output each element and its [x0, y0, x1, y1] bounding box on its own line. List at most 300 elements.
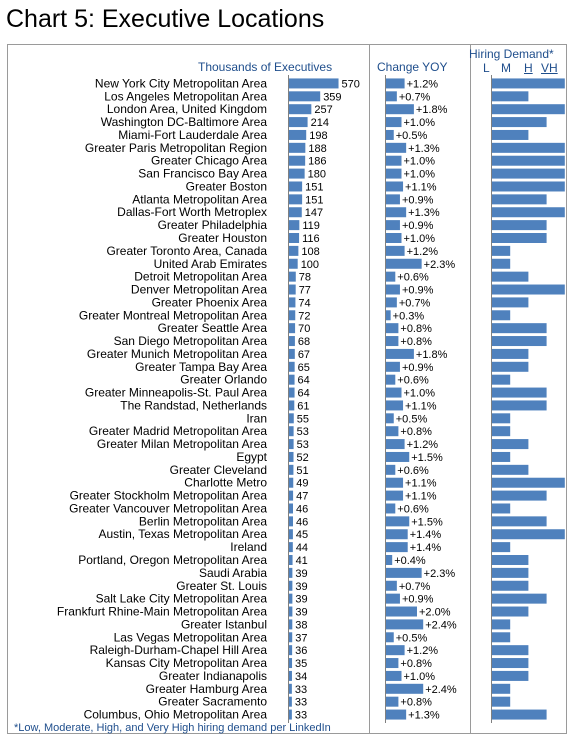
executives-value: 64: [297, 387, 310, 400]
footnote: *Low, Moderate, High, and Very High hiring demand per LinkedIn: [14, 722, 331, 734]
executives-bar: [289, 478, 293, 488]
hiring-demand-bar: [492, 78, 565, 88]
change-bar: [386, 297, 397, 307]
category-label: Iran: [246, 411, 267, 426]
change-value: +1.1%: [405, 400, 437, 413]
executives-value: 570: [341, 78, 360, 91]
change-value: +0.8%: [400, 426, 432, 439]
change-bar: [386, 594, 400, 604]
hiring-demand-bar: [492, 439, 528, 449]
hiring-demand-bar: [492, 413, 510, 423]
executives-value: 36: [295, 645, 308, 658]
executives-value: 44: [295, 542, 309, 555]
change-value: +0.3%: [392, 310, 425, 323]
hiring-demand-bar: [492, 491, 547, 501]
executives-value: 64: [297, 374, 310, 387]
change-value: +1.4%: [409, 529, 442, 542]
executives-bar: [289, 246, 298, 256]
executives-bar: [289, 594, 292, 604]
category-label: Raleigh-Durham-Chapel Hill Area: [89, 643, 267, 658]
category-label: Columbus, Ohio Metropolitan Area: [83, 707, 267, 722]
hiring-demand-bar: [492, 259, 510, 269]
executives-bar: [289, 439, 294, 449]
hiring-demand-bar: [492, 671, 528, 681]
change-value: +2.3%: [423, 567, 456, 580]
change-bar: [386, 194, 400, 204]
executives-bar: [289, 671, 292, 681]
change-bar: [386, 388, 402, 398]
category-label: Frankfurt Rhine-Main Metropolitan Area: [56, 604, 267, 619]
change-value: +1.3%: [408, 207, 440, 220]
executives-bar: [289, 130, 306, 140]
category-label: Ireland: [230, 540, 267, 555]
change-value: +0.9%: [401, 220, 434, 233]
executives-bar: [289, 323, 295, 333]
hiring-demand-bar: [492, 581, 528, 591]
category-label: Greater Sacramento: [158, 694, 267, 709]
executives-value: 47: [296, 490, 309, 503]
executives-bar: [289, 465, 293, 475]
executives-value: 151: [305, 194, 324, 207]
category-label: Greater Hamburg Area: [145, 681, 267, 696]
category-label: Greater Orlando: [180, 372, 267, 387]
change-bar: [386, 104, 414, 114]
change-value: +0.9%: [401, 284, 434, 297]
hiring-demand-bar: [492, 156, 565, 166]
change-bar: [386, 684, 423, 694]
executives-value: 100: [300, 258, 320, 271]
executives-value: 51: [296, 464, 309, 477]
category-label: United Arab Emirates: [153, 256, 267, 271]
change-bar: [386, 156, 402, 166]
hiring-demand-bar: [492, 594, 547, 604]
change-value: +1.5%: [411, 451, 443, 464]
category-label: Detroit Metropolitan Area: [134, 269, 267, 284]
category-label: Greater Toronto Area, Canada: [106, 243, 267, 258]
category-label: Greater Madrid Metropolitan Area: [88, 424, 267, 439]
hiring-demand-bar: [492, 465, 528, 475]
change-value: +1.8%: [415, 348, 448, 361]
demand-level-m: M: [501, 61, 511, 75]
hiring-demand-bar: [492, 349, 528, 359]
executives-bar: [289, 491, 293, 501]
change-bar: [386, 117, 402, 127]
change-bar: [386, 542, 408, 552]
change-bar: [386, 130, 394, 140]
hiring-demand-bar: [492, 104, 565, 114]
hiring-demand-bar: [492, 516, 547, 526]
change-bar: [386, 336, 398, 346]
executives-value: 55: [296, 413, 310, 426]
executives-header: Thousands of Executives: [198, 60, 333, 74]
executives-bar: [289, 336, 295, 346]
category-label: New York City Metropolitan Area: [94, 76, 267, 91]
executives-bar: [289, 78, 339, 88]
change-value: +0.8%: [400, 336, 432, 349]
hiring-demand-bar: [492, 207, 565, 217]
change-bar: [386, 697, 398, 707]
change-value: +0.6%: [397, 503, 429, 516]
executives-bar: [289, 169, 305, 179]
category-label: Greater Phoenix Area: [151, 295, 267, 310]
category-label: Greater Chicago Area: [150, 153, 267, 168]
executives-bar: [289, 143, 305, 153]
change-bar: [386, 272, 395, 282]
executives-value: 37: [295, 632, 308, 645]
executives-value: 45: [295, 529, 309, 542]
executives-bar: [289, 632, 292, 642]
executives-value: 214: [310, 117, 329, 130]
executives-bar: [289, 194, 302, 204]
executives-bar: [289, 297, 295, 307]
executives-value: 49: [296, 477, 309, 490]
hiring-demand-bar: [492, 272, 528, 282]
executives-value: 180: [307, 168, 327, 181]
category-label: Greater Boston: [185, 179, 267, 194]
executives-bar: [289, 117, 308, 127]
category-label: Saudi Arabia: [198, 565, 267, 580]
hiring-demand-bar: [492, 388, 547, 398]
change-value: +1.0%: [403, 168, 435, 181]
executives-bar: [289, 503, 293, 513]
change-value: +0.4%: [394, 555, 426, 567]
change-bar: [386, 645, 405, 655]
change-value: +1.8%: [415, 104, 448, 117]
executives-bar: [289, 349, 295, 359]
change-bar: [386, 619, 423, 629]
category-label: Berlin Metropolitan Area: [138, 514, 267, 529]
change-bar: [386, 169, 402, 179]
executives-value: 78: [298, 271, 312, 284]
change-value: +0.7%: [398, 297, 431, 310]
change-bar: [386, 143, 406, 153]
executives-value: 39: [295, 606, 308, 619]
category-label: Greater Montreal Metropolitan Area: [78, 308, 267, 323]
hiring-demand-bar: [492, 684, 510, 694]
executives-bar: [289, 529, 293, 539]
executives-value: 67: [297, 348, 311, 361]
change-bar: [386, 478, 403, 488]
executives-value: 108: [301, 245, 320, 258]
change-value: +0.7%: [398, 91, 431, 104]
change-value: +0.6%: [397, 374, 429, 387]
change-bar: [386, 220, 400, 230]
executives-value: 33: [294, 696, 308, 709]
executives-value: 68: [297, 336, 311, 349]
executives-value: 70: [298, 323, 311, 336]
hiring-demand-bar: [492, 400, 547, 410]
hiring-demand-bar: [492, 194, 547, 204]
change-value: +1.3%: [408, 142, 440, 155]
change-bar: [386, 516, 409, 526]
executives-value: 38: [295, 619, 308, 632]
executives-bar: [289, 285, 296, 295]
category-label: Greater Stockholm Metropolitan Area: [69, 488, 267, 503]
category-label: Los Angeles Metropolitan Area: [104, 89, 267, 104]
change-value: +0.5%: [395, 632, 428, 645]
hiring-demand-bar: [492, 632, 510, 642]
executives-value: 147: [304, 207, 324, 220]
executives-value: 46: [295, 516, 309, 529]
demand-level-h: H: [524, 61, 533, 75]
change-value: +0.5%: [395, 129, 428, 142]
executives-bar: [289, 181, 302, 191]
hiring-demand-bar: [492, 285, 565, 295]
executives-bar: [289, 697, 292, 707]
change-bar: [386, 581, 397, 591]
change-value: +1.3%: [408, 709, 440, 722]
category-label: Atlanta Metropolitan Area: [132, 192, 267, 207]
category-label: Washington DC-Baltimore Area: [100, 115, 267, 130]
category-label: London Area, United Kingdom: [106, 102, 267, 117]
executives-value: 186: [308, 155, 327, 168]
hiring-demand-bar: [492, 91, 528, 101]
change-bar: [386, 529, 408, 539]
change-bar: [386, 452, 409, 462]
category-label: San Francisco Bay Area: [138, 166, 267, 181]
change-value: +1.1%: [405, 477, 437, 490]
demand-level-vh: VH: [541, 61, 558, 75]
category-label: Las Vegas Metropolitan Area: [113, 630, 267, 645]
change-value: +2.4%: [425, 619, 457, 632]
category-label: Greater Vancouver Metropolitan Area: [69, 501, 267, 516]
executives-value: 151: [305, 181, 324, 194]
executives-value: 359: [323, 91, 342, 104]
change-bar: [386, 710, 406, 720]
category-label: Greater Houston: [178, 231, 267, 245]
executives-bar: [289, 375, 295, 385]
hiring-demand-bar: [492, 452, 510, 462]
change-value: +1.5%: [411, 516, 443, 529]
executives-value: 116: [302, 233, 320, 245]
change-bar: [386, 181, 403, 191]
executives-bar: [289, 413, 294, 423]
executives-bar: [289, 156, 305, 166]
category-label: Greater Munich Metropolitan Area: [86, 346, 267, 361]
hiring-demand-bar: [492, 658, 528, 668]
executives-bar: [289, 233, 299, 243]
executives-bar: [289, 684, 292, 694]
category-label: San Diego Metropolitan Area: [113, 334, 267, 349]
change-value: +1.2%: [406, 645, 439, 658]
change-value: +2.4%: [425, 683, 457, 696]
hiring-demand-bar: [492, 478, 565, 488]
change-value: +1.0%: [403, 233, 435, 245]
executives-value: 34: [294, 670, 308, 683]
category-label: Greater Philadelphia: [157, 218, 267, 233]
category-label: Greater Cleveland: [169, 462, 267, 477]
executives-bar: [289, 581, 292, 591]
change-value: +1.0%: [403, 670, 435, 683]
change-value: +1.0%: [403, 117, 435, 130]
executives-bar: [289, 104, 311, 114]
hiring-demand-bar: [492, 143, 565, 153]
change-bar: [386, 259, 422, 269]
category-label: Greater Minneapolis-St. Paul Area: [84, 385, 267, 400]
hiring-demand-bar: [492, 555, 528, 565]
hiring-demand-bar: [492, 181, 565, 191]
hiring-demand-bar: [492, 568, 528, 578]
hiring-demand-bar: [492, 503, 510, 513]
executives-bar: [289, 272, 296, 282]
hiring-demand-bar: [492, 336, 547, 346]
executives-bar: [289, 426, 294, 436]
category-label: Greater Seattle Area: [157, 321, 267, 336]
change-bar: [386, 658, 398, 668]
category-label: Denver Metropolitan Area: [130, 282, 267, 297]
executives-value: 65: [297, 361, 310, 374]
hiring-demand-bar: [492, 323, 547, 333]
executives-value: 74: [298, 297, 311, 310]
executives-bar: [289, 619, 292, 629]
executives-bar: [289, 310, 295, 320]
hiring-demand-bar: [492, 117, 547, 127]
executives-bar: [289, 91, 320, 101]
executives-bar: [289, 207, 302, 217]
hiring-demand-bar: [492, 130, 528, 140]
hiring-demand-bar: [492, 529, 565, 539]
executives-bar: [289, 220, 299, 230]
change-value: +1.1%: [405, 181, 437, 194]
category-label: Salt Lake City Metropolitan Area: [95, 591, 267, 606]
hiring-demand-bar: [492, 233, 547, 243]
change-bar: [386, 233, 402, 243]
change-bar: [386, 439, 405, 449]
executives-value: 61: [297, 400, 310, 413]
change-bar: [386, 426, 398, 436]
change-bar: [386, 323, 398, 333]
change-value: +1.2%: [406, 245, 439, 258]
hiring-demand-bar: [492, 645, 528, 655]
category-label: Charlotte Metro: [184, 475, 267, 490]
category-label: Kansas City Metropolitan Area: [105, 656, 267, 671]
change-bar: [386, 78, 405, 88]
category-label: The Randstad, Netherlands: [120, 398, 267, 413]
change-value: +0.6%: [397, 271, 429, 284]
executives-bar: [289, 710, 292, 720]
change-bar: [386, 400, 403, 410]
executives-bar: [289, 400, 294, 410]
executives-value: 77: [298, 284, 311, 297]
hiring-demand-bar: [492, 697, 510, 707]
executives-bar: [289, 607, 292, 617]
executives-bar: [289, 516, 293, 526]
demand-level-l: L: [483, 61, 490, 75]
hiring-demand-bar: [492, 169, 565, 179]
change-value: +1.0%: [403, 387, 435, 400]
change-value: +0.8%: [400, 696, 432, 709]
executives-bar: [289, 645, 292, 655]
hiring-demand-bar: [492, 310, 510, 320]
executives-value: 33: [294, 683, 308, 696]
change-bar: [386, 285, 400, 295]
executives-value: 39: [295, 580, 308, 593]
executives-value: 35: [295, 658, 308, 671]
change-value: +0.9%: [401, 593, 434, 606]
change-bar: [386, 555, 392, 565]
change-bar: [386, 503, 395, 513]
change-value: +1.1%: [405, 490, 437, 503]
hiring-demand-bar: [492, 246, 510, 256]
executives-value: 52: [296, 451, 309, 464]
category-label: Greater Paris Metropolitan Region: [84, 140, 267, 155]
executives-value: 39: [295, 593, 308, 606]
change-bar: [386, 310, 391, 320]
change-value: +1.2%: [406, 439, 439, 452]
category-label: Egypt: [236, 449, 267, 464]
change-bar: [386, 568, 422, 578]
change-bar: [386, 632, 394, 642]
change-bar: [386, 349, 414, 359]
change-value: +0.9%: [401, 361, 434, 374]
category-label: Dallas-Fort Worth Metroplex: [117, 205, 267, 220]
hiring-demand-bar: [492, 542, 510, 552]
hiring-demand-bar: [492, 297, 528, 307]
executives-value: 257: [314, 104, 333, 117]
executives-bar: [289, 362, 295, 372]
change-bar: [386, 491, 403, 501]
executives-bar: [289, 452, 294, 462]
executives-value: 72: [298, 310, 311, 323]
hiring-demand-bar: [492, 375, 510, 385]
hiring-demand-bar: [492, 710, 547, 720]
executives-bar: [289, 542, 293, 552]
change-value: +0.5%: [395, 413, 428, 426]
category-label: Greater Tampa Bay Area: [135, 359, 267, 374]
demand-header: Hiring Demand*: [469, 47, 554, 61]
change-value: +0.6%: [397, 464, 429, 477]
change-bar: [386, 465, 395, 475]
category-label: Greater St. Louis: [176, 578, 267, 593]
change-header: Change YOY: [377, 60, 448, 74]
executives-bar: [289, 658, 292, 668]
change-bar: [386, 362, 400, 372]
change-value: +1.0%: [403, 155, 435, 168]
change-value: +1.4%: [409, 542, 442, 555]
chart-title: Chart 5: Executive Locations: [6, 5, 325, 33]
change-bar: [386, 413, 394, 423]
hiring-demand-bar: [492, 426, 510, 436]
change-value: +2.3%: [423, 258, 456, 271]
hiring-demand-bar: [492, 619, 510, 629]
hiring-demand-bar: [492, 362, 528, 372]
category-label: Greater Milan Metropolitan Area: [96, 437, 267, 452]
change-value: +0.7%: [398, 580, 431, 593]
change-bar: [386, 375, 395, 385]
category-label: Miami-Fort Lauderdale Area: [118, 127, 267, 142]
executives-value: 188: [308, 142, 327, 155]
change-bar: [386, 671, 402, 681]
category-label: Greater Indianapolis: [158, 668, 267, 683]
change-value: +0.9%: [401, 194, 434, 207]
executives-bar: [289, 555, 293, 565]
change-value: +0.8%: [400, 323, 432, 336]
executives-bar: [289, 259, 298, 269]
category-label: Portland, Oregon Metropolitan Area: [78, 553, 267, 567]
executives-value: 41: [295, 555, 308, 567]
executives-value: 33: [294, 709, 308, 722]
executives-bar: [289, 388, 295, 398]
change-bar: [386, 91, 397, 101]
executives-value: 53: [296, 426, 309, 439]
change-value: +1.2%: [406, 78, 439, 91]
executives-bar: [289, 568, 292, 578]
change-bar: [386, 246, 405, 256]
change-value: +2.0%: [419, 606, 451, 619]
change-bar: [386, 607, 417, 617]
category-label: Austin, Texas Metropolitan Area: [98, 527, 267, 542]
hiring-demand-bar: [492, 607, 528, 617]
